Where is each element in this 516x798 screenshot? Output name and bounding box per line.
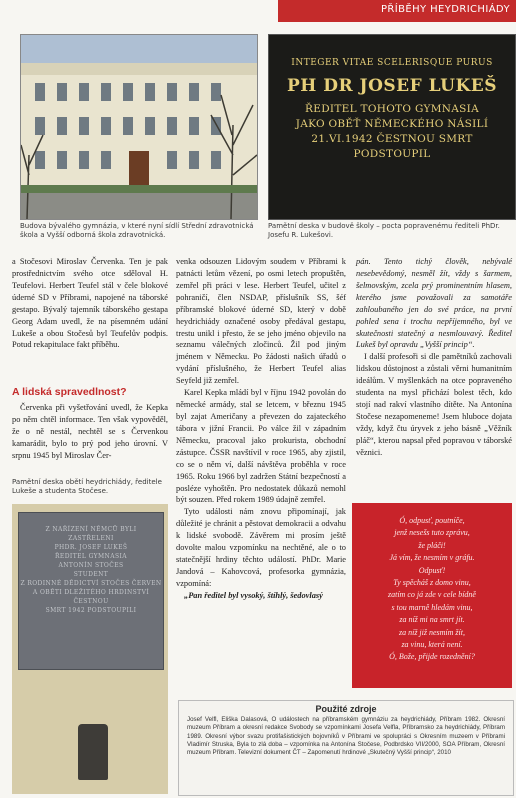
memorial-line: STUDENT xyxy=(73,571,109,578)
poem-box xyxy=(352,503,512,688)
memorial-line: ZASTŘELENI xyxy=(68,535,114,542)
plaque-line: 21.VI.1942 ČESTNOU SMRT PODSTOUPIL xyxy=(311,133,473,161)
column-3-text xyxy=(356,256,512,459)
memorial-line: A OBĚTI DLEŽITÉHO HRDINSTVÍ ČESTNOU xyxy=(32,589,150,605)
memorial-line: ŘEDITEL GYMNASIA xyxy=(55,553,127,560)
poem-text xyxy=(362,515,502,664)
poem-line: za vinu, která není. xyxy=(401,639,463,649)
poem-line: že pláči! xyxy=(418,540,446,550)
paragraph: Karel Kepka mládí byl v říjnu 1942 povolán do německé armády, stal se letcem, v březnu 1945 byl zajat Američany a převezen do zajateckého tábora v jižní Francii. Po válce žil v západním Německu, pracoval jako prokurista, obchodní zástupce. ČSSR navštívil v roce 1965, aby zjistil, co se o něm ví, další návštěva proběhla v roce 1965. Roku 1966 byl zadržen Státní bezpečností a posléze vyhoštěn. Pro nedostatek důkazů nemohl být souzen. Před rokem 1989 údajně zemřel. xyxy=(176,388,346,505)
paragraph: I další profesoři si dle pamětníků zachovali lidskou důstojnost a zůstali věrni humanitním ideálům. V myšlenkách na otce popraveného studenta na mysl přichází bolest těch, kdo stojí nad rakví vlastního dítěte. Na Antonína Stočese nezapomeneme! Jsem hluboce dojata vždy, když čtu úryvek z jeho básně „Věžník pláč“, kterou napsal před popravou v táborské věznici. xyxy=(356,352,512,457)
sources-title: Použité zdroje xyxy=(315,704,377,714)
memorial-line: Z NAŘÍZENÍ NĚMCŮ BYLI xyxy=(45,526,137,533)
building-illustration xyxy=(21,35,257,219)
poem-line: za níž již nesmím žít, xyxy=(398,627,465,637)
poem-line: Ó, odpusť, poutníče, xyxy=(399,516,465,525)
plaque-name: PH DR JOSEF LUKEŠ xyxy=(287,76,497,97)
memorial-board-panel xyxy=(18,512,164,670)
poem-line: Ty spěcháš z domo vinu, xyxy=(393,577,471,587)
sources-box xyxy=(178,700,514,796)
bronze-relief-figure xyxy=(78,724,108,780)
quote-continued: pán. Tento tichý člověk, nebývalé nesebevědomý, nesměl žít, vždy s šarmem, šelmovským, zcela prý prominentním hlasem, kterého jsme považovali za samotáře zahloubaného jen do své práce, na první pohled sena i trochu nepříjemného, byl ve skutečnosti statečný a nesmlouvavý. Ředitel Lukeš byl opravdu „Vyšší princip“. xyxy=(356,257,512,350)
memorial-board-photo xyxy=(12,504,168,794)
quote-start: „Pan ředitel byl vysoký, štíhlý, šedovlasý xyxy=(184,590,323,600)
memorial-plaque-photo xyxy=(268,34,516,220)
poem-line: s tou marně hledám vinu, xyxy=(391,602,473,612)
paragraph: Červenka při vyšetřování uvedl, že Kepka po něm chtěl informace. Ten však vypověděl, že o ně nestál, nechtěl se s Červenkou kamarádit, bylo to prý pod jeho úrovní. V srpnu 1945 byl Miroslav Čer- xyxy=(12,403,168,460)
memorial-line: PHDR. JOSEF LUKEŠ xyxy=(54,544,128,551)
sources-text: Josef Velfl, Eliška Dalasová, O událostech na příbramském gymnáziu za heydrichiády, Příbram 1982. Okresní muzeum Příbram a okresní redakce Svobody se vzpomínkami Josefa Velfla, Příbramsko za heydrichiády, Příbram 1989. Okresní výbor svazu protifašistických bojovníků v Příbrami ve spolupráci s Okresním muzeem v Příbrami Vladimír Struska, Byla to zlá doba – vzpomínka na Antonína Stočese, Podbrdsko VII/2000, SOA Příbram, Okresní muzeum Příbram. Televizní dokument ČT – Zapomenutí hrdinové „Skutečný Vyšší princip“, 2010 xyxy=(187,716,505,757)
poem-line: Já vím, že nesmím v gráfu. xyxy=(389,553,475,563)
column-1-text xyxy=(12,256,168,351)
building-caption: Budova bývalého gymnázia, v které nyní sídlí Střední zdravotnická škola a Vyšší odborná škola zdravotnická. xyxy=(20,222,254,240)
paragraph: venka odsouzen Lidovým soudem v Příbrami k patnácti letům vězení, po osmi letech propuštěn, zemřel při práci v lese. Herbert Teufel, učitel z pohraničí, člen NSDAP, příslušník SS, šéf příbramské blokové úderné SD, který v době heydrichiády označené osoby předával gestapu, trestu unikl i přesto, že se jeho jméno objevilo na seznamu válečných zločinců. Žil pod jiným jménem v Německu. Po žádosti našich úřadů o vydání příslušného, že Herbert Teufel alias Seyfeld již zemřel. xyxy=(176,257,346,386)
poem-line: jenž nesešs tuto zprávu, xyxy=(394,528,470,538)
section-title: PŘÍBĚHY HEYDRICHIÁDY xyxy=(380,4,510,15)
section-header xyxy=(278,0,516,22)
paragraph: a Stočesovi Miroslav Červenka. Ten je pak prostřednictvím svého otce sděloval H. Teufelovi. Herbert Teufel stál v čele blokové úderné SD v Příbrami, napojené na táborské gestapo. Bývalý tajemník táborského gestapa Georg Adam uvedl, že na písemném udání Lukeše a obou Stočesů byl Teufelův podpis. Potud rekapitulace fakt příběhu. xyxy=(12,257,168,350)
paragraph: Tyto události nám znovu připomínají, jak důležité je chránit a pěstovat demokracii a odvahu k lidské svobodě. Závěrem mi prosím ještě dovolte malou vzpomínku na nechtěné, ale o to statečnější hrdiny těchto událostí. PhDr. Marie Jandová – Kahovcová, profesorka gymnázia, vzpomíná: xyxy=(176,507,346,588)
plaque-inscription xyxy=(277,57,507,163)
column-1-text-continued xyxy=(12,402,168,462)
section-subheading: A lidská spravedlnost? xyxy=(12,386,127,398)
poem-line: Odpusť! xyxy=(418,565,446,575)
plaque-caption: Pamětní deska v budově školy – pocta popravenému řediteli PhDr. Josefu R. Lukešovi. xyxy=(268,222,500,240)
plaque-line: INTEGER VITAE SCELERISQUE PURUS xyxy=(291,58,493,68)
memorial-line: Z RODINNÉ DĚDICTVÍ STOČES ČERVEN xyxy=(20,580,162,587)
memorial-line: SMRT 1942 PODSTOUPILI xyxy=(45,607,137,614)
column-2-text xyxy=(176,256,346,602)
poem-line: zatím co já zde v cele bídně xyxy=(388,590,476,600)
poem-line: Ó, Bože, přijde rozednění? xyxy=(389,652,475,662)
plaque-line: ŘEDITEL TOHOTO GYMNASIA xyxy=(305,102,479,115)
gymnasium-building-photo xyxy=(20,34,258,220)
poem-line: za níž mi na smrt jít. xyxy=(399,615,465,625)
memorial-line: ANTONÍN STOČES xyxy=(58,562,124,569)
plaque-line: JAKO OBĚŤ NĚMECKÉHO NÁSILÍ xyxy=(295,117,489,130)
memorial-caption: Pamětní deska obětí heydrichiády, ředitele Lukeše a studenta Stočese. xyxy=(12,478,162,496)
